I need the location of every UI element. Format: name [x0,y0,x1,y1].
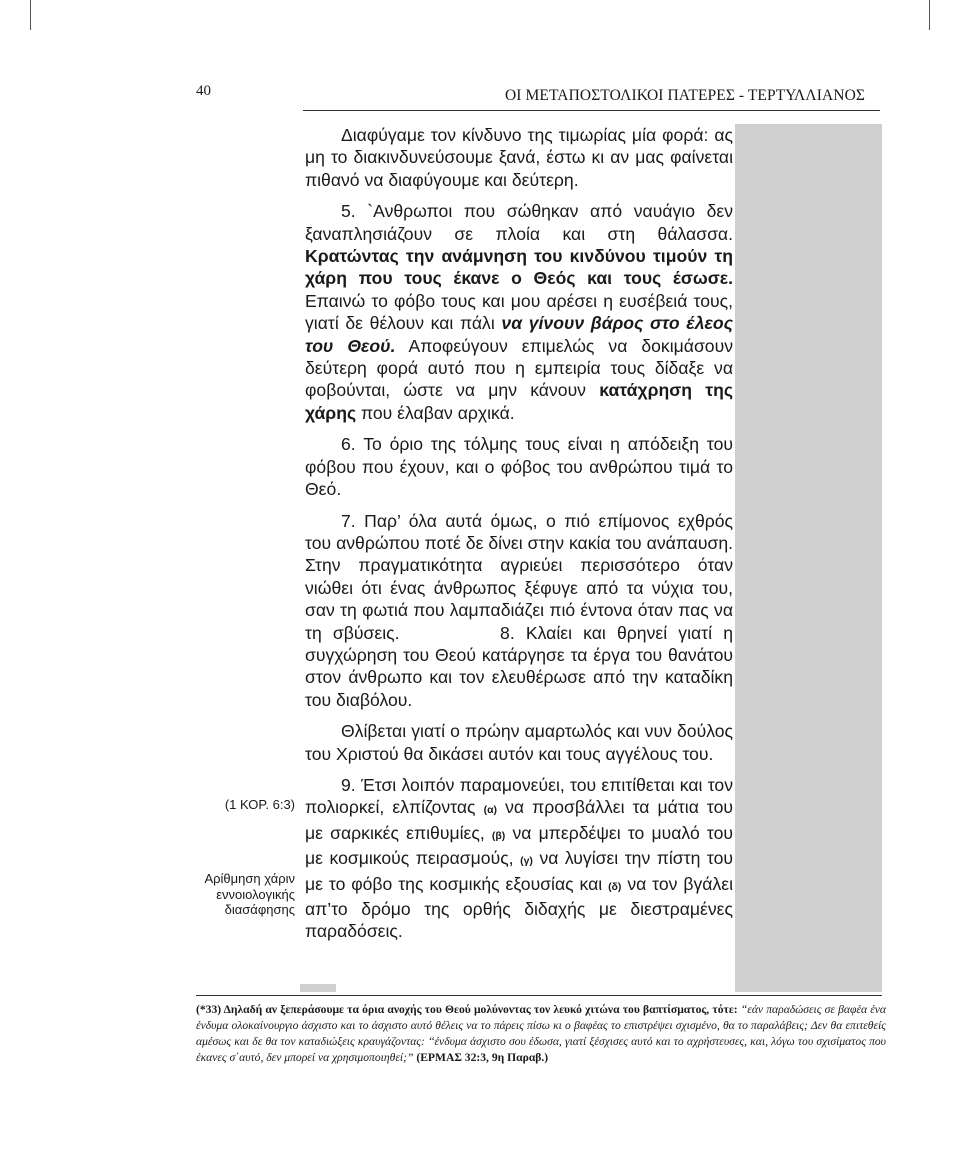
paragraph-5: 5. `Ανθρωποι που σώθηκαν από ναυάγιο δεν ξαναπλησιάζουν σε πλοία και στη θάλασσα. Κρατώντας την ανάμνηση του κινδύνου τιμούν τη χάρη που τους έκανε ο Θεός και τους έσωσε. Επαινώ το φόβο τους και μου αρέσει η ευσέβειά τους, γιατί δε θέλουν και πάλι να γίνουν βάρος στο έλεος του Θεού. Αποφεύγουν επιμελώς να δοκιμάσουν δεύτερη φορά αυτό που η εμπειρία τους δίδαξε να φοβούνται, ώστε να μην κάνουν κατάχρηση της χάρης που έλαβαν αρχικά. [305,201,734,423]
footnote-rule [196,995,882,996]
margin-shading-tab [300,984,336,992]
list-marker: (α) [483,804,498,817]
section-number: 6. [341,434,356,455]
margin-reference: (1 ΚΟΡ. 6:3) [224,797,295,812]
crop-mark-right [929,0,930,30]
paragraph-9: 9. Έτσι λοιπόν παραμονεύει, του επιτίθεται και τον πολιορκεί, ελπίζοντας (α) να προσβάλλει τα μάτια του με σαρκικές επιθυμίες, (β) να μπερδέψει το μυαλό του με κοσμικούς πειρασμούς, (γ) να λυγίσει την πίστη του με το φόβο της κοσμικής εξουσίας και (δ) να τον βγάλει απ’το δρόμο της ορθής διδαχής με διεστραμένες παραδόσεις. [305,774,734,942]
margin-note: Αρίθμηση χάριν εννοιολογικής διασάφησης [204,871,295,917]
footnote: (*33) Δηλαδή αν ξεπεράσουμε τα όρια ανοχής του Θεού μολύνοντας τον λευκό χιτώνα του βαπτίσματος, τότε: “εάν παραδώσεις σε βαφέα ένα ένδυμα ολοκαίνουργιο άσχιστο και το άσχιστο αυτό θέλεις να το πάρεις πίσω κι ο βαφέας το επιστρέψει σχισμένο, θα το παραλάβεις; Δεν θα επιτεθείς αμέσως και δε θα τον καταδιώξεις κραυγάζοντας: ‘‘ένδυμα άσχιστο σου έδωσα, γιατί ξέσχισες αυτό και το αχρήστευσες, και, λόγω του σχισίματος που έκανες σ΄αυτό, δεν μπορεί να χρησιμοποιηθεί;” (ΕΡΜΑΣ 32:3, 9η Παραβ.) [196,1003,886,1065]
section-number: 5. [341,201,356,222]
section-number: 9. [341,774,356,795]
header-rule [303,110,880,111]
list-marker: (β) [491,829,506,842]
crop-mark-left [30,0,31,30]
paragraph-7: 7. Παρ’ όλα αυτά όμως, ο πιό επίμονος εχθρός του ανθρώπου ποτέ δε δίνει στην κακία του ανάπαυση. Στην πραγματικότητα αγριεύει περισσότερο όταν νιώθει ότι ένας άνθρωπος ξέφυγε από τα νύχια του, σαν τη φωτιά που λαμπαδιάζει πιό έντονα όταν πας να τη σβύσεις. 8. Κλαίει και θρηνεί γιατί η συγχώρηση του Θεού κατάργησε τα έργα του θανάτου στον άνθρωπο και τον ελευθέρωσε από την καταδίκη του διαβόλου. [305,510,734,710]
running-title: ΟΙ ΜΕΤΑΠΟΣΤΟΛΙΚΟΙ ΠΑΤΕΡΕΣ - ΤΕΡΤΥΛΛΙΑΝΟΣ [505,87,865,104]
list-marker: (δ) [608,880,622,893]
paragraph: Θλίβεται γιατί ο πρώην αμαρτωλός και νυν δούλος του Χριστού θα δικάσει αυτόν και τους αγγέλους του. [305,721,733,764]
main-text [305,124,733,952]
page-number: 40 [196,83,211,99]
paragraph-6: 6. Το όριο της τόλμης τους είναι η απόδειξη του φόβου που έχουν, και ο φόβος του ανθρώπου τιμά το Θεό. [305,434,733,500]
margin-shading [735,124,882,992]
section-number: 8. [500,622,515,643]
section-number: 7. [341,510,356,531]
paragraph: Διαφύγαμε τον κίνδυνο της τιμωρίας μία φορά: ας μη το διακινδυνεύσουμε ξανά, έστω κι αν μας φαίνεται πιθανό να διαφύγουμε και δεύτερη. [305,125,733,190]
list-marker: (γ) [520,855,533,868]
